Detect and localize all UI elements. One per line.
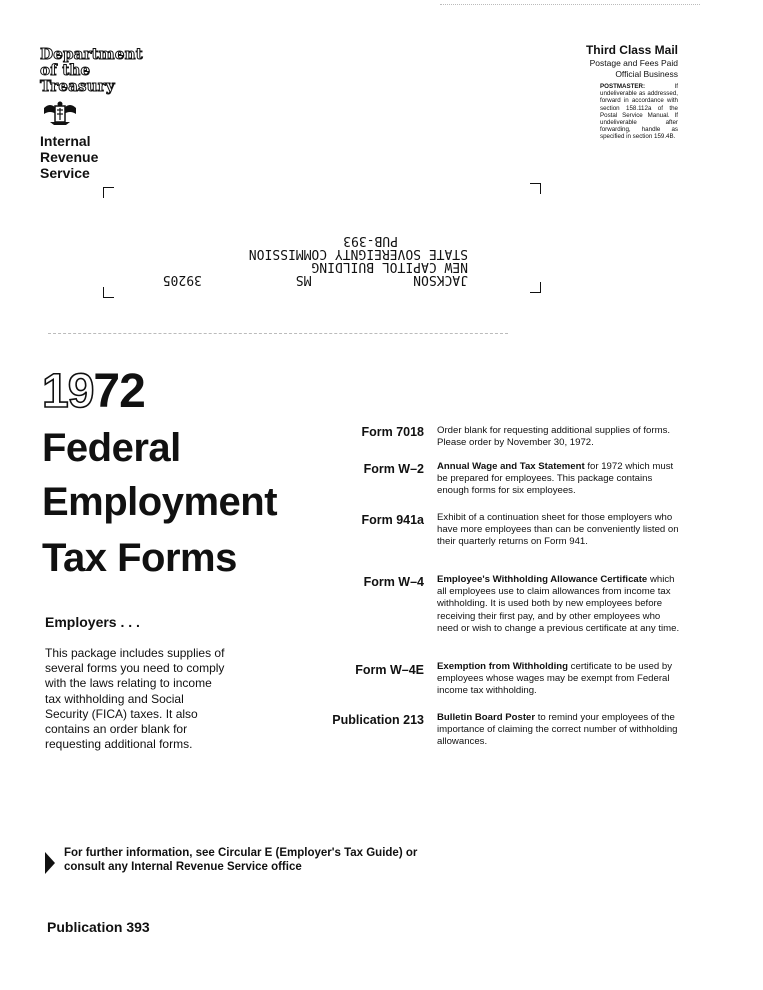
employers-heading: Employers . . . bbox=[45, 614, 140, 630]
address-corner-bottom-right bbox=[530, 282, 541, 293]
department-block bbox=[40, 46, 150, 181]
form-7018-label: Form 7018 bbox=[361, 425, 424, 439]
department-line-2: of the bbox=[40, 61, 91, 79]
title-line-tax-forms: Tax Forms bbox=[42, 536, 237, 580]
official-business-line: Official Business bbox=[615, 69, 678, 79]
year-outline-digits: 19 bbox=[42, 365, 94, 418]
address-line-building: NEW CAPITOL BUILDING bbox=[311, 259, 468, 274]
irs-line-2: Revenue bbox=[40, 149, 99, 165]
address-corner-bottom-left bbox=[103, 287, 114, 298]
mail-class-title: Third Class Mail bbox=[585, 43, 678, 57]
perforation-rule bbox=[48, 333, 508, 334]
top-edge-rule bbox=[440, 4, 700, 5]
department-line-3: Treasury bbox=[40, 77, 115, 95]
form-w4-label: Form W–4 bbox=[363, 575, 424, 589]
treasury-eagle-icon bbox=[42, 100, 78, 126]
form-w2-label: Form W–2 bbox=[363, 462, 424, 476]
mail-indicia bbox=[560, 42, 678, 80]
irs-line-1: Internal bbox=[40, 133, 91, 149]
postmaster-text: If undeliverable as addressed, forward in accordance with section 158.112a of the Postal Service Manual. If undeliverable after forwarding, handle as specified in section 159.4B. bbox=[600, 83, 678, 141]
year-heading bbox=[42, 366, 145, 418]
department-line-1: Department bbox=[40, 45, 143, 63]
address-line-publication: PUB-393 bbox=[343, 233, 398, 248]
form-941a-description: Exhibit of a continuation sheet for those employers who have more employees than can be conveniently listed on their quarterly returns on Form 941. bbox=[437, 512, 679, 548]
mailing-address bbox=[138, 226, 468, 286]
postmaster-note bbox=[600, 83, 678, 141]
form-w4-description: Employee's Withholding Allowance Certificate which all employees use to claim allowances from income tax withholding. It is used both by new employees before receiving their first pay, and by other employees who need or wish to change a previous certificate at any time. bbox=[437, 574, 680, 634]
further-information: For further information, see Circular E (Employer's Tax Guide) or consult any Internal Revenue Service office bbox=[64, 847, 418, 873]
year-solid-digits: 72 bbox=[93, 365, 145, 418]
title-line-employment: Employment bbox=[42, 480, 278, 524]
address-line-city: JACKSON MS 39205 bbox=[162, 272, 468, 287]
postage-paid-line: Postage and Fees Paid bbox=[589, 58, 678, 68]
form-7018-description: Order blank for requesting additional supplies of forms. Please order by November 30, 1972. bbox=[437, 425, 671, 449]
address-corner-top-right bbox=[530, 183, 541, 194]
title-line-federal: Federal bbox=[42, 426, 181, 470]
pointer-arrow-icon bbox=[45, 852, 55, 874]
address-corner-top-left bbox=[103, 187, 114, 198]
form-w4e-label: Form W–4E bbox=[355, 663, 424, 677]
form-w4e-description: Exemption from Withholding certificate to be used by employees whose wages may be exempt from Federal income tax withholding. bbox=[437, 661, 673, 697]
intro-paragraph: This package includes supplies of several forms you need to comply with the laws relating to income tax withholding and Social Security (FICA) taxes. It also contains an order blank for requesting additional forms. bbox=[45, 646, 225, 752]
irs-line-3: Service bbox=[40, 165, 90, 181]
address-line-recipient: STATE SOVEREIGNTY COMMISSION bbox=[248, 246, 468, 261]
postmaster-label: POSTMASTER: bbox=[600, 83, 646, 90]
publication-213-description: Bulletin Board Poster to remind your employees of the importance of claiming the correct number of withholding allowances. bbox=[437, 712, 678, 748]
form-w2-description: Annual Wage and Tax Statement for 1972 which must be prepared for employees. This package contains enough forms for six employees. bbox=[437, 461, 674, 497]
publication-213-label: Publication 213 bbox=[332, 713, 424, 727]
publication-number: Publication 393 bbox=[47, 919, 150, 935]
form-941a-label: Form 941a bbox=[361, 513, 424, 527]
